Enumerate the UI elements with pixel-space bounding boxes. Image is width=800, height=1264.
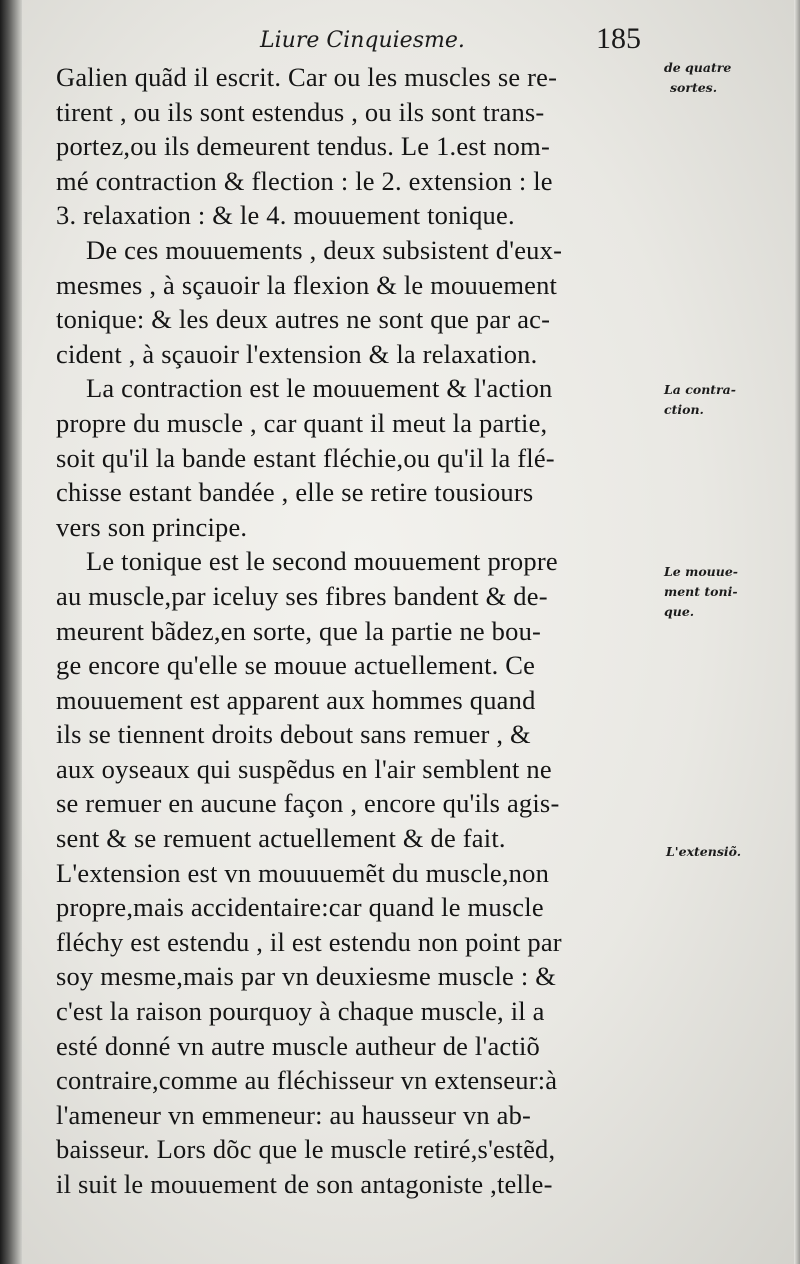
text-line: De ces mouuements , deux subsistent d'eux-: [86, 234, 563, 265]
text-line: La contraction est le mouuement & l'action: [86, 373, 553, 404]
text-line: soy mesme,mais par vn deuxiesme muscle : &: [56, 961, 557, 992]
margin-note-contraction: [664, 380, 736, 420]
page-edge: [794, 0, 800, 1264]
text-line: chisse estant bandée , elle se retire tousiours: [56, 477, 534, 508]
text-line: meurent bãdez,en sorte, que la partie ne bou-: [56, 615, 542, 646]
text-line: Le tonique est le second mouuement propre: [86, 546, 558, 577]
text-line: au muscle,par iceluy ses fibres bandent & de-: [56, 580, 548, 611]
text-line: ils se tiennent droits debout sans remuer , &: [56, 719, 531, 750]
text-line: L'extension est vn mouuuemẽt du muscle,non: [56, 857, 550, 888]
text-line: aux oyseaux qui suspẽdus en l'air semblent ne: [56, 753, 552, 784]
running-head: Liure Cinquiesme.: [260, 28, 465, 53]
margin-note-line: de quatre: [664, 60, 732, 75]
text-line: fléchy est estendu , il est estendu non point par: [56, 926, 562, 957]
margin-note-mouuement-tonique: [664, 562, 738, 622]
text-line: c'est la raison pourquoy à chaque muscle, il a: [56, 996, 545, 1027]
text-line: mé contraction & flection : le 2. extension : le: [56, 165, 553, 196]
text-line: vers son principe.: [56, 511, 248, 542]
text-line: il suit le mouuement de son antagoniste ,telle-: [56, 1169, 553, 1199]
text-line: portez,ou ils demeurent tendus. Le 1.est nom-: [56, 131, 550, 162]
margin-note-quatre-sortes: [664, 58, 731, 98]
page-binding-shadow: [0, 0, 22, 1264]
text-line: mesmes , à sçauoir la flexion & le mouuement: [56, 269, 558, 300]
text-line: mouuement est apparent aux hommes quand: [56, 684, 536, 715]
text-line: esté donné vn autre muscle autheur de l'actiõ: [56, 1030, 540, 1061]
text-line: ge encore qu'elle se mouue actuellement. Ce: [56, 650, 536, 681]
margin-note-line: L'extensiõ.: [666, 844, 742, 859]
margin-note-extension: [666, 842, 741, 862]
margin-note-line: La contra-: [664, 382, 736, 397]
margin-note-line: que.: [664, 604, 695, 619]
text-line: propre du muscle , car quant il meut la partie,: [56, 407, 548, 438]
margin-note-line: ction.: [664, 402, 704, 417]
text-line: l'ameneur vn emmeneur: au hausseur vn ab-: [56, 1099, 532, 1130]
text-line: cident , à sçauoir l'extension & la relaxation.: [56, 338, 538, 369]
margin-note-line: Le mouue-: [664, 564, 738, 579]
margin-note-line: ment toni-: [664, 584, 738, 599]
text-line: propre,mais accidentaire:car quand le muscle: [56, 892, 544, 923]
text-line: contraire,comme au fléchisseur vn extenseur:à: [56, 1065, 558, 1096]
body-text: [56, 60, 656, 1202]
text-line: se remuer en aucune façon , encore qu'ils agis-: [56, 788, 560, 819]
text-line: baisseur. Lors dõc que le muscle retiré,s'estẽd,: [56, 1134, 556, 1165]
text-line: 3. relaxation : & le 4. mouuement tonique.: [56, 200, 515, 231]
text-line: tonique: & les deux autres ne sont que par ac-: [56, 304, 551, 335]
text-line: tirent , ou ils sont estendus , ou ils sont trans-: [56, 96, 545, 127]
text-line: sent & se remuent actuellement & de fait.: [56, 823, 506, 854]
text-line: soit qu'il la bande estant fléchie,ou qu'il la flé-: [56, 442, 555, 473]
page-number: 185: [596, 22, 641, 55]
text-line: Galien quãd il escrit. Car ou les muscles se re-: [56, 62, 558, 92]
margin-note-line: sortes.: [670, 80, 718, 95]
